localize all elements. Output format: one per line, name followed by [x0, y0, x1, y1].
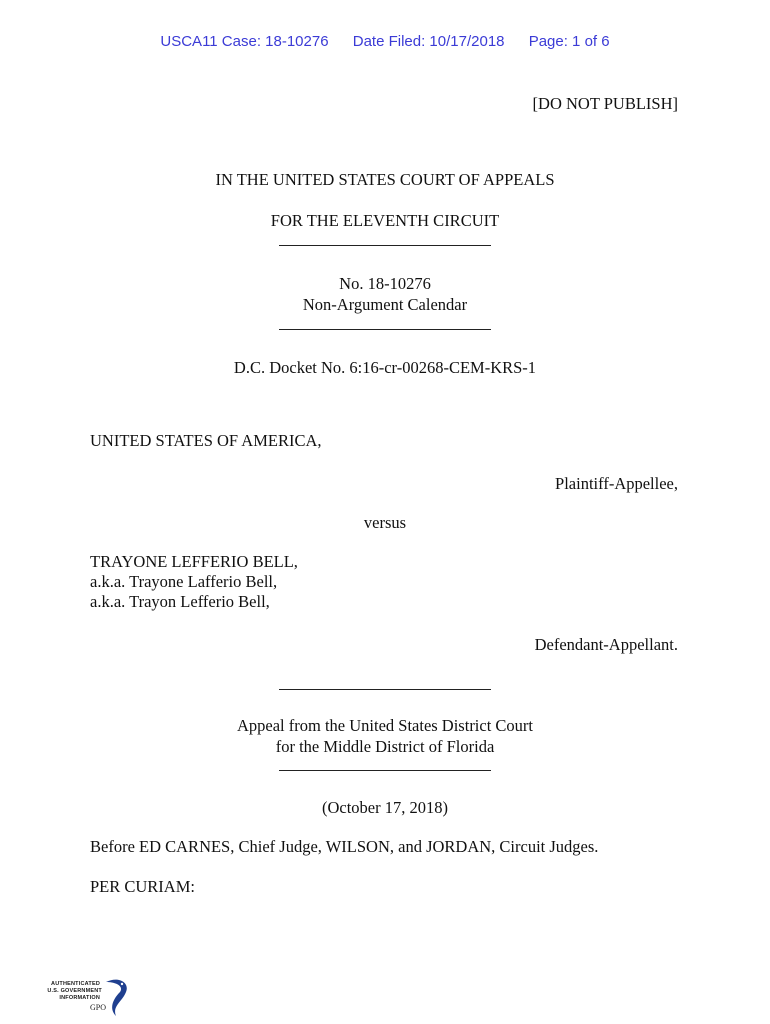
- docket-number: D.C. Docket No. 6:16-cr-00268-CEM-KRS-1: [233, 358, 537, 377]
- seal-line-1: AUTHENTICATED: [51, 981, 100, 987]
- defendant-role: Defendant-Appellant.: [534, 635, 678, 654]
- divider-rule-1: [279, 245, 491, 246]
- per-curiam-label: PER CURIAM:: [90, 877, 195, 896]
- seal-line-2: U.S. GOVERNMENT: [47, 988, 102, 994]
- seal-line-3: INFORMATION: [59, 995, 100, 1001]
- panel-judges: Before ED CARNES, Chief Judge, WILSON, and JORDAN, Circuit Judges.: [90, 837, 599, 856]
- appeal-origin: Appeal from the United States District Court: [236, 716, 534, 735]
- defendant-name: TRAYONE LEFFERIO BELL,: [90, 552, 298, 571]
- divider-rule-2: [279, 329, 491, 330]
- court-name: IN THE UNITED STATES COURT OF APPEALS: [215, 170, 555, 189]
- case-number-header: USCA11 Case: 18-10276: [160, 33, 329, 50]
- defendant-aka-1: a.k.a. Trayone Lafferio Bell,: [90, 572, 278, 591]
- authenticated-gpo-seal-icon: [44, 972, 134, 1020]
- decision-date: (October 17, 2018): [321, 798, 448, 817]
- calendar-type: Non-Argument Calendar: [302, 295, 468, 314]
- seal-gpo: GPO: [89, 1003, 106, 1012]
- page-number-header: Page: 1 of 6: [528, 33, 610, 50]
- defendant-aka-2: a.k.a. Trayon Lefferio Bell,: [90, 592, 270, 611]
- publish-note: [DO NOT PUBLISH]: [532, 94, 678, 113]
- appeal-district: for the Middle District of Florida: [275, 737, 495, 756]
- date-filed-header: Date Filed: 10/17/2018: [352, 33, 505, 50]
- circuit-name: FOR THE ELEVENTH CIRCUIT: [270, 211, 500, 230]
- case-number: No. 18-10276: [339, 274, 431, 293]
- plaintiff-role: Plaintiff-Appellee,: [555, 474, 678, 493]
- divider-rule-4: [279, 770, 491, 771]
- versus-label: versus: [363, 513, 407, 532]
- plaintiff-name: UNITED STATES OF AMERICA,: [90, 431, 322, 450]
- divider-rule-3: [279, 689, 491, 690]
- filing-header: [0, 33, 770, 50]
